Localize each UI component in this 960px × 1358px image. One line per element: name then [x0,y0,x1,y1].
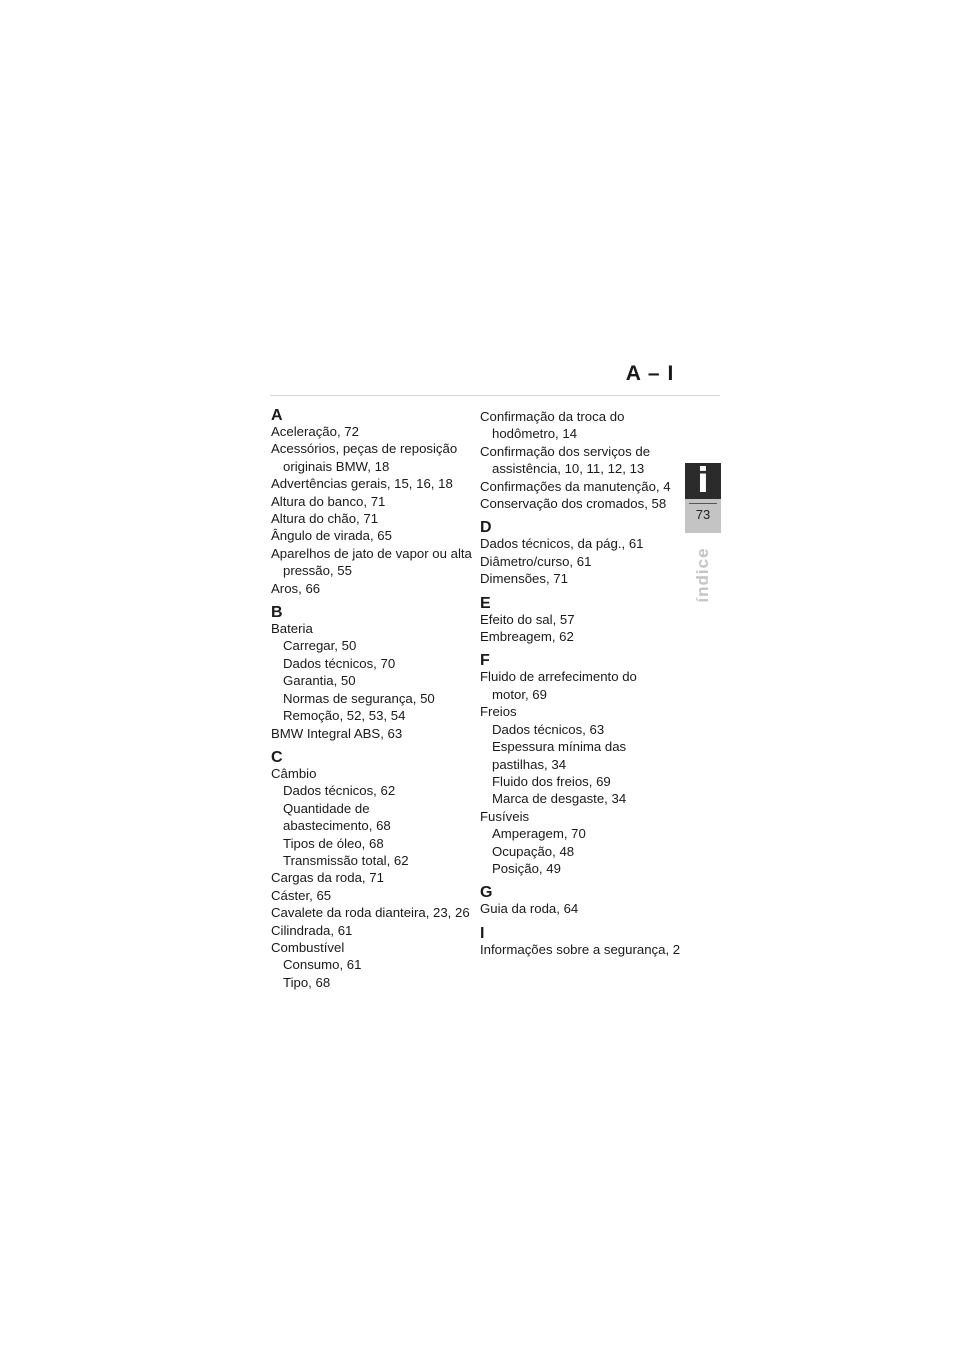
index-entry: Conservação dos cromados, 58 [480,496,667,512]
index-subentry: Remoção, 52, 53, 54 [283,708,406,724]
index-letter-e: E [480,594,491,612]
index-subentry: Dados técnicos, 63 [492,721,605,737]
index-entry: Cavalete da roda dianteira, 23, 26 [271,905,470,921]
index-subentry: Quantidade de [283,800,370,816]
header-divider [270,395,720,396]
index-subentry: Dados técnicos, 70 [283,655,396,671]
index-entry: Combustível [271,939,345,955]
index-entry: Informações sobre a segurança, 2 [480,941,681,957]
index-subentry: Carregar, 50 [283,638,357,654]
index-letter-g: G [480,884,493,902]
index-letter-b: B [271,604,283,622]
index-entry-continued: originais BMW, 18 [283,458,390,474]
index-entry: Fluido de arrefecimento do [480,669,637,685]
index-entry: Ângulo de virada, 65 [271,528,392,544]
index-entry: Embreagem, 62 [480,629,574,645]
section-tab[interactable] [685,463,721,533]
index-entry: Aros, 66 [271,580,321,596]
index-entry: Cargas da roda, 71 [271,870,384,886]
index-entry: Diâmetro/curso, 61 [480,553,592,569]
index-entry: BMW Integral ABS, 63 [271,725,403,741]
index-entry: Acessórios, peças de reposição [271,441,458,457]
index-entry-continued: pressão, 55 [283,563,352,579]
index-subentry: Fluido dos freios, 69 [492,773,611,789]
index-entry-continued: motor, 69 [492,686,547,702]
index-entry: Confirmações da manutenção, 4 [480,478,671,494]
index-subentry: Amperagem, 70 [492,826,586,842]
index-entry-continued: assistência, 10, 11, 12, 13 [492,461,645,477]
index-column-left [271,407,476,991]
index-subentry: Garantia, 50 [283,673,356,689]
index-entry: Câmbio [271,765,317,781]
index-subentry: Espessura mínima das [492,739,627,755]
index-letter-f: F [480,652,490,670]
index-entry: Dimensões, 71 [480,571,568,587]
section-label: índice [693,547,712,603]
index-letter-c: C [271,748,283,766]
index-entry: Fusíveis [480,808,530,824]
index-entry: Altura do banco, 71 [271,493,386,509]
index-subentry: Normas de segurança, 50 [283,690,435,706]
page-number: 73 [695,507,711,522]
tab-divider [689,503,717,504]
index-column-right [480,407,685,958]
index-subentry: Transmissão total, 62 [283,852,409,868]
index-entry: Confirmação da troca do [480,409,625,424]
index-letter-a: A [271,407,283,424]
index-entry: Cáster, 65 [271,887,332,903]
index-entry: Guia da roda, 64 [480,901,579,917]
info-icon: i [697,461,709,501]
index-subentry: abastecimento, 68 [283,818,391,834]
index-subentry: Consumo, 61 [283,957,362,973]
index-subentry: Posição, 49 [492,860,561,876]
index-entry: Cilindrada, 61 [271,922,353,938]
index-entry: Aceleração, 72 [271,424,359,439]
index-subentry: Ocupação, 48 [492,843,575,859]
index-entry: Freios [480,704,517,720]
index-letter-i: I [480,924,485,942]
index-entry: Bateria [271,621,313,637]
index-subentry: Dados técnicos, 62 [283,783,396,799]
index-subentry: pastilhas, 34 [492,756,567,772]
index-subentry: Tipos de óleo, 68 [283,835,384,851]
index-letter-d: D [480,519,492,537]
index-entry-continued: hodômetro, 14 [492,426,578,442]
index-entry: Confirmação dos serviços de [480,443,651,459]
index-entry: Dados técnicos, da pág., 61 [480,536,644,552]
index-entry: Altura do chão, 71 [271,511,379,527]
index-subentry: Tipo, 68 [283,974,331,990]
page-title: A – I [625,362,675,385]
index-entry: Advertências gerais, 15, 16, 18 [271,476,453,492]
index-entry: Aparelhos de jato de vapor ou alta [271,545,472,561]
index-entry: Efeito do sal, 57 [480,611,575,627]
index-subentry: Marca de desgaste, 34 [492,791,627,807]
